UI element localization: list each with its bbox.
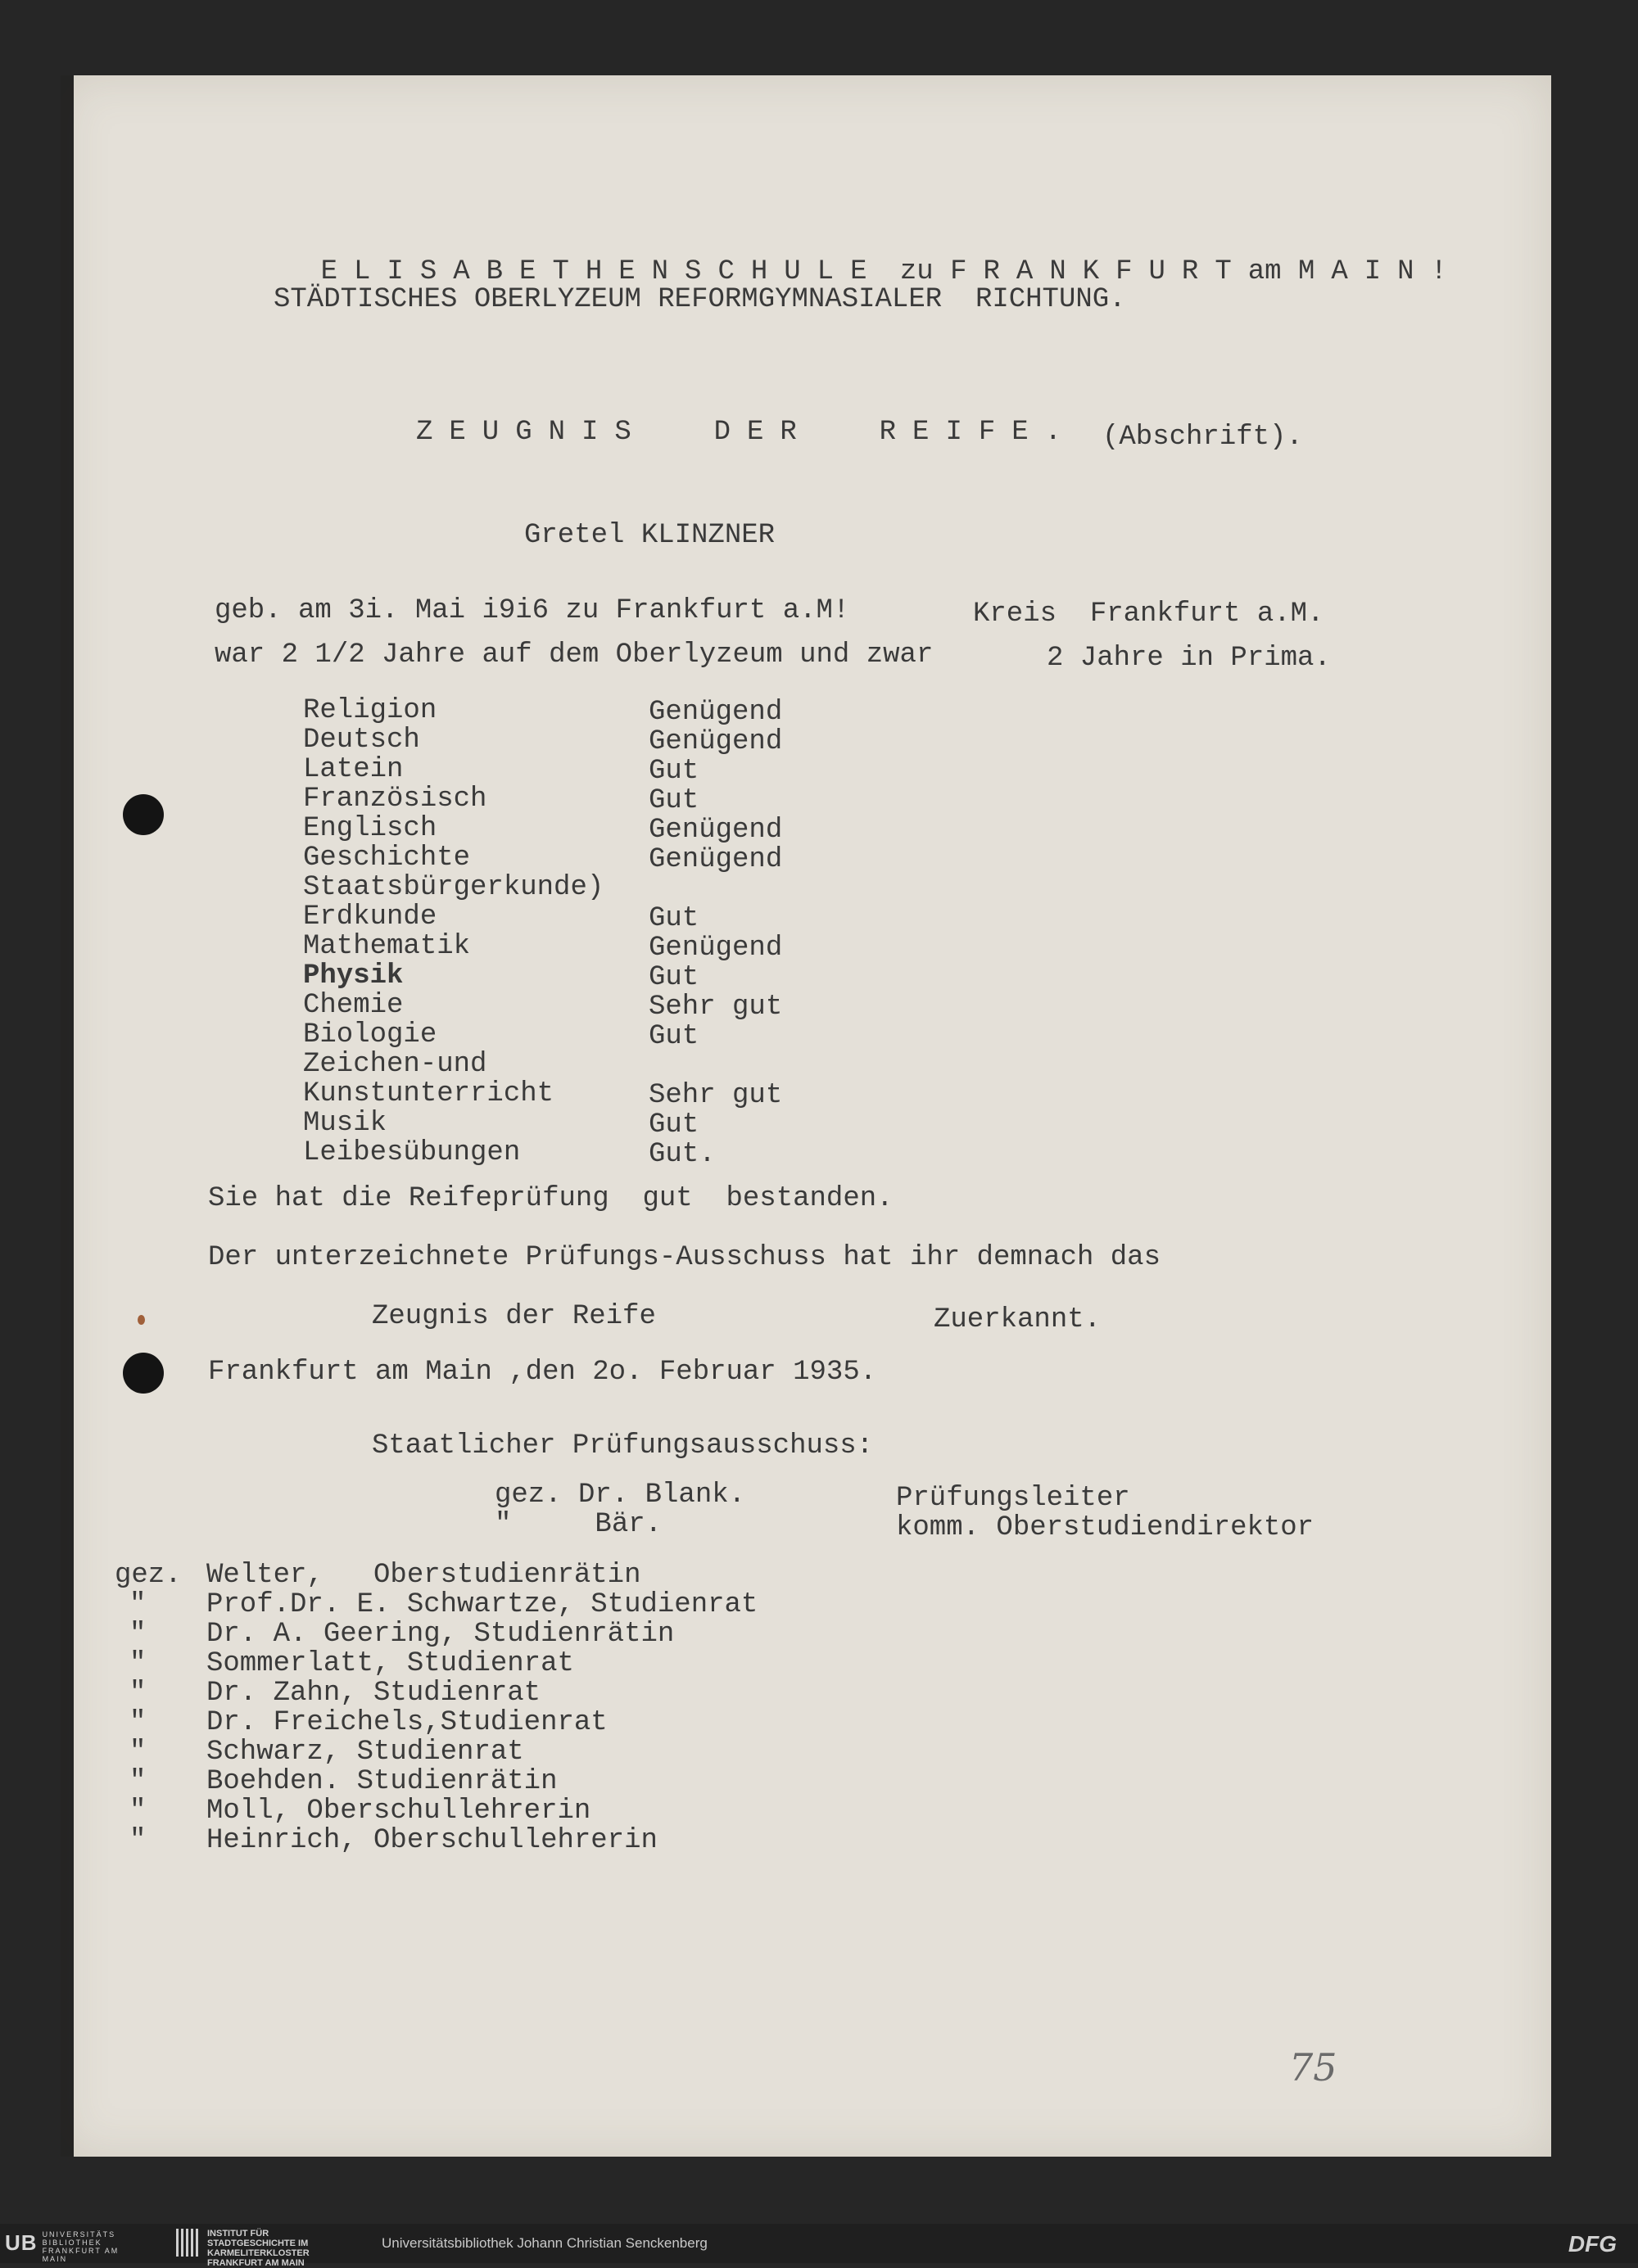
- signatory: Dr. Freichels,Studienrat: [206, 1707, 608, 1738]
- institute-logo-text: INSTITUT FÜR STADTGESCHICHTE IM KARMELITERKLOSTER FRANKFURT AM MAIN: [207, 2229, 310, 2268]
- grade-subject: Biologie: [303, 1019, 437, 1050]
- grade-value: Genügend: [649, 933, 783, 964]
- signatory: Heinrich, Oberschullehrerin: [206, 1825, 658, 1856]
- date-line: Frankfurt am Main ,den 2o. Februar 1935.: [208, 1357, 877, 1388]
- school-city: FRANKFURT: [950, 256, 1248, 287]
- student-name: Gretel KLINZNER: [524, 520, 776, 551]
- board-member-name: " Bär.: [495, 1509, 663, 1540]
- viewer-footer: [0, 2224, 1638, 2268]
- school-name: ELISABETHENSCHULE: [320, 256, 884, 287]
- signatory-mark: ": [129, 1678, 147, 1709]
- grade-value: Gut: [649, 756, 699, 787]
- grade-subject: Geschichte: [303, 843, 471, 874]
- signatory-mark: gez.: [115, 1560, 182, 1591]
- grade-value: Genügend: [649, 697, 783, 728]
- copy-note: (Abschrift).: [1102, 422, 1303, 453]
- birth-line: geb. am 3i. Mai i9i6 zu Frankfurt a.M!: [215, 595, 850, 626]
- signatory-mark: ": [129, 1707, 147, 1738]
- grade-value: Genügend: [649, 726, 783, 757]
- grade-value: Gut: [649, 785, 699, 816]
- document-page: [61, 75, 1551, 2157]
- page-edge-shadow: [61, 75, 74, 2157]
- page-number-handwritten: 75: [1289, 2045, 1337, 2090]
- signatory: Boehden. Studienrätin: [206, 1766, 558, 1797]
- signatory: Sommerlatt, Studienrat: [206, 1648, 574, 1679]
- grade-value: Genügend: [649, 815, 783, 846]
- signatory-mark: ": [129, 1766, 147, 1797]
- grade-value: Genügend: [649, 844, 783, 875]
- grade-subject: Staatsbürgerkunde): [303, 872, 604, 903]
- document-title: ZEUGNIS DER REIFE.: [416, 417, 1079, 448]
- signatory: Dr. Zahn, Studienrat: [206, 1678, 541, 1709]
- pillars-icon: [176, 2229, 201, 2257]
- school-main: MAIN!: [1297, 256, 1464, 287]
- signatory: Schwarz, Studienrat: [206, 1737, 524, 1768]
- grade-value: Gut: [649, 903, 699, 934]
- board-member-role: Prüfungsleiter: [896, 1483, 1130, 1514]
- signatory: Moll, Oberschullehrerin: [206, 1796, 591, 1827]
- signatory-mark: ": [129, 1796, 147, 1827]
- grade-subject: Leibesübungen: [303, 1137, 521, 1168]
- grade-value: Gut: [649, 962, 699, 993]
- grade-subject: Religion: [303, 695, 437, 726]
- grade-value: Gut.: [649, 1139, 716, 1170]
- award-right: Zuerkannt.: [934, 1304, 1102, 1335]
- signatory-mark: ": [129, 1619, 147, 1650]
- grade-subject: Physik: [303, 960, 404, 992]
- punch-hole-icon: [123, 794, 164, 835]
- institute-logo[interactable]: [176, 2229, 338, 2268]
- award-left: Zeugnis der Reife: [372, 1301, 656, 1332]
- grade-value: Sehr gut: [649, 1080, 783, 1111]
- school-type: STÄDTISCHES OBERLYZEUM REFORMGYMNASIALER RICHTUNG.: [274, 284, 1126, 315]
- signatory: Welter, Oberstudienrätin: [206, 1560, 641, 1591]
- signatory-mark: ": [129, 1648, 147, 1679]
- library-name[interactable]: Universitätsbibliothek Johann Christian Senckenberg: [382, 2235, 708, 2251]
- grade-subject: Kunstunterricht: [303, 1078, 554, 1109]
- grade-subject: Englisch: [303, 813, 437, 844]
- grade-subject: Zeichen-und: [303, 1049, 487, 1080]
- grade-subject: Musik: [303, 1108, 387, 1139]
- dfg-logo[interactable]: DFG: [1568, 2231, 1617, 2257]
- ub-logo-text: UB: [5, 2230, 38, 2255]
- board-member-role: komm. Oberstudiendirektor: [896, 1512, 1314, 1543]
- grade-subject: Erdkunde: [303, 901, 437, 933]
- signatory: Dr. A. Geering, Studienrätin: [206, 1619, 675, 1650]
- signatory-mark: ": [129, 1825, 147, 1856]
- board-title: Staatlicher Prüfungsausschuss:: [372, 1430, 874, 1462]
- committee-line: Der unterzeichnete Prüfungs-Ausschuss hat ihr demnach das: [208, 1242, 1161, 1273]
- prima-note: 2 Jahre in Prima.: [1047, 643, 1331, 674]
- signatory: Prof.Dr. E. Schwartze, Studienrat: [206, 1589, 758, 1620]
- school-am: am: [1247, 256, 1282, 287]
- district: Kreis Frankfurt a.M.: [973, 599, 1324, 630]
- attendance-line: war 2 1/2 Jahre auf dem Oberlyzeum und zwar: [215, 639, 934, 671]
- grade-value: Gut: [649, 1021, 699, 1052]
- grade-subject: Französisch: [303, 784, 487, 815]
- grade-subject: Latein: [303, 754, 404, 785]
- punch-hole-icon: [123, 1353, 164, 1394]
- ub-logo[interactable]: [5, 2230, 124, 2263]
- board-member-name: gez. Dr. Blank.: [495, 1480, 746, 1511]
- grade-value: Gut: [649, 1109, 699, 1141]
- signatory-mark: ": [129, 1589, 147, 1620]
- ub-logo-subtext: UNIVERSITÄTS BIBLIOTHEK FRANKFURT AM MAIN: [42, 2230, 120, 2263]
- school-connector: zu: [899, 256, 934, 287]
- grade-subject: Chemie: [303, 990, 404, 1021]
- result-line: Sie hat die Reifeprüfung gut bestanden.: [208, 1183, 894, 1214]
- signatory-mark: ": [129, 1737, 147, 1768]
- grade-value: Sehr gut: [649, 992, 783, 1023]
- grade-subject: Deutsch: [303, 725, 420, 756]
- grade-subject: Mathematik: [303, 931, 471, 962]
- stain-mark-icon: [138, 1315, 145, 1325]
